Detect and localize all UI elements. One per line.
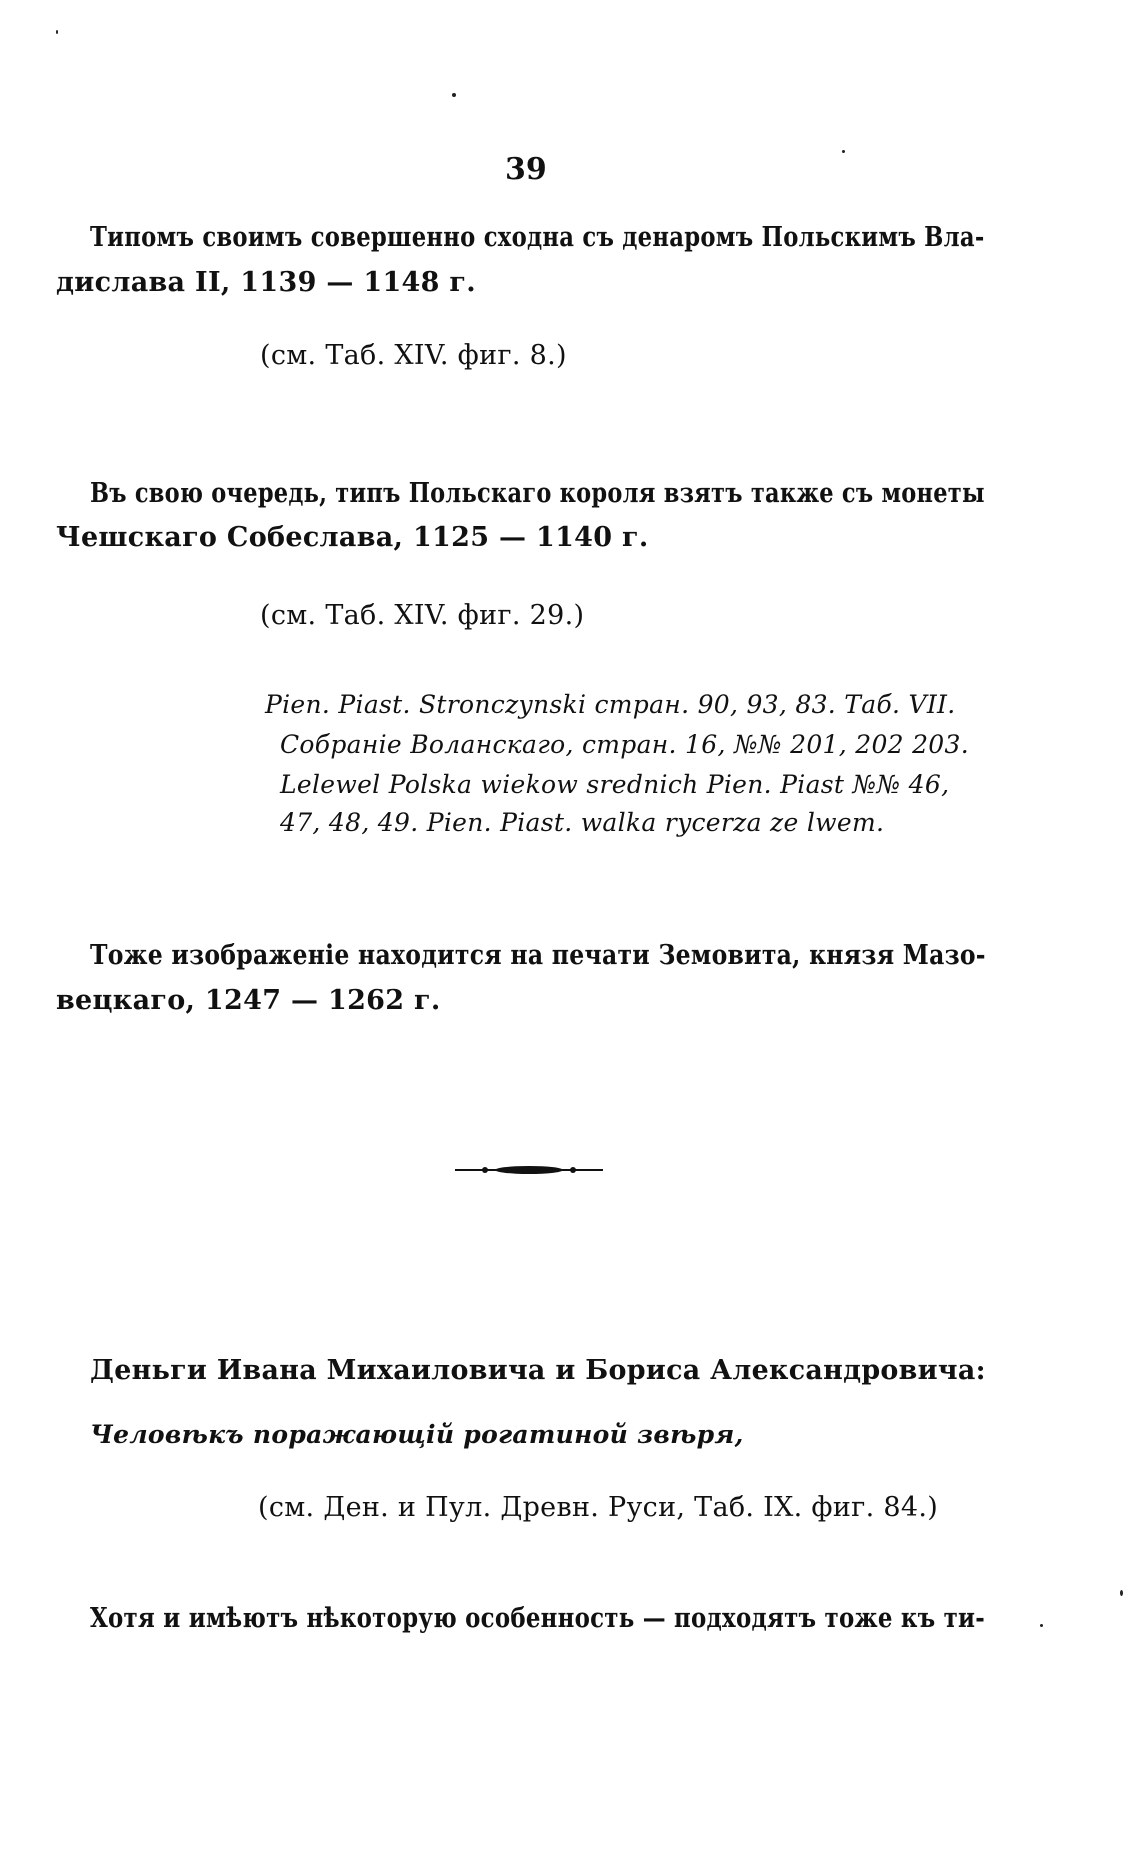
paragraph-3-line-1: Тоже изображеніе находится на печати Земовита, князя Мазо- [90,940,986,971]
paragraph-1-reference: (см. Таб. XIV. фиг. 8.) [260,340,567,371]
paragraph-2-line-2: Чешскаго Собеслава, 1125 — 1140 г. [56,522,649,553]
section-reference: (см. Ден. и Пул. Древн. Руси, Таб. IX. фиг. 84.) [258,1492,939,1523]
section-last-line: Хотя и имѣютъ нѣкоторую особенность — подходятъ тоже къ ти- [90,1603,986,1634]
paragraph-1-line-1: Типомъ своимъ совершенно сходна съ денаромъ Польскимъ Вла- [90,222,985,253]
page-number: 39 [505,152,547,187]
scan-speck [842,150,845,153]
section-heading: Деньги Ивана Михаиловича и Бориса Александровича: [90,1355,986,1386]
section-subheading: Человѣкъ поражающій рогатиной звѣря, [90,1420,744,1449]
citation-line-1: Pien. Piast. Stronczynski стран. 90, 93, 83. Таб. VII. [265,690,956,719]
citation-line-3: Lelewel Polska wiekow srednich Pien. Piast №№ 46, [280,770,950,799]
citation-line-2: Собраніе Воланскаго, стран. 16, №№ 201, 202 203. [280,730,969,759]
citation-line-4: 47, 48, 49. Pien. Piast. walka rycerza ze lwem. [280,808,885,837]
scan-speck [1040,1624,1043,1627]
scan-speck [1120,1590,1123,1596]
paragraph-2-line-1: Въ свою очередь, типъ Польскаго короля взятъ также съ монеты [90,478,985,509]
scan-speck [56,30,58,34]
paragraph-3-line-2: вецкаго, 1247 — 1262 г. [56,985,441,1016]
scan-speck [452,93,456,97]
decorative-divider [455,1165,603,1175]
paragraph-1-line-2: дислава II, 1139 — 1148 г. [56,267,476,298]
paragraph-2-reference: (см. Таб. XIV. фиг. 29.) [260,600,585,631]
